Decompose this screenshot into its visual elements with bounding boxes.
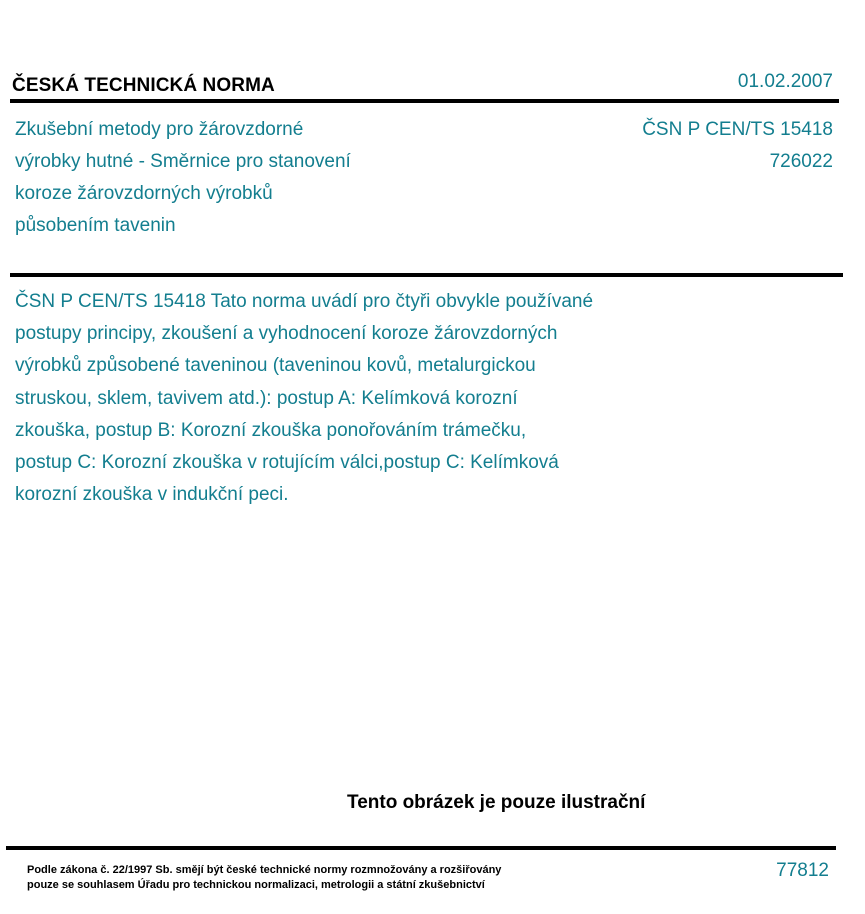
standard-title-line: Zkušební metody pro žárovzdorné (15, 119, 304, 140)
document-type-heading: ČESKÁ TECHNICKÁ NORMA (12, 75, 275, 96)
publication-date: 01.02.2007 (737, 71, 833, 92)
legal-notice-line: Podle zákona č. 22/1997 Sb. smějí být české technické normy rozmnožovány a rozšiřovány (27, 864, 502, 876)
header-divider (10, 99, 839, 103)
abstract-line: postupy principy, zkoušení a vyhodnocení koroze žárovzdorných (15, 323, 558, 345)
class-number: 726022 (769, 151, 833, 172)
abstract (15, 286, 695, 511)
abstract-line: korozní zkouška v indukční peci. (15, 484, 289, 506)
legal-notice-line: pouze se souhlasem Úřadu pro technickou normalizaci, metrologii a státní zkušebnictví (27, 879, 485, 891)
abstract-line: struskou, sklem, tavivem atd.): postup A: Kelímková korozní (15, 387, 518, 409)
illustration-note: Tento obrázek je pouze ilustrační (347, 792, 646, 813)
standard-title (15, 114, 415, 242)
abstract-line: výrobků způsobené taveninou (taveninou kovů, metalurgickou (15, 355, 536, 377)
abstract-line: zkouška, postup B: Korozní zkouška ponořováním trámečku, (15, 419, 527, 441)
abstract-line: postup C: Korozní zkouška v rotujícím válci,postup C: Kelímková (15, 452, 559, 474)
legal-notice (27, 863, 501, 893)
document-number: 77812 (776, 860, 829, 881)
standard-title-line: působením tavenin (15, 215, 176, 236)
footer-divider (6, 846, 836, 850)
standard-code: ČSN P CEN/TS 15418 (642, 119, 833, 140)
standard-title-line: výrobky hutné - Směrnice pro stanovení (15, 151, 351, 172)
abstract-line: ČSN P CEN/TS 15418 Tato norma uvádí pro čtyři obvykle používané (15, 291, 594, 312)
standard-identifiers (642, 114, 833, 178)
section-divider (10, 273, 843, 277)
standard-title-line: koroze žárovzdorných výrobků (15, 183, 273, 204)
